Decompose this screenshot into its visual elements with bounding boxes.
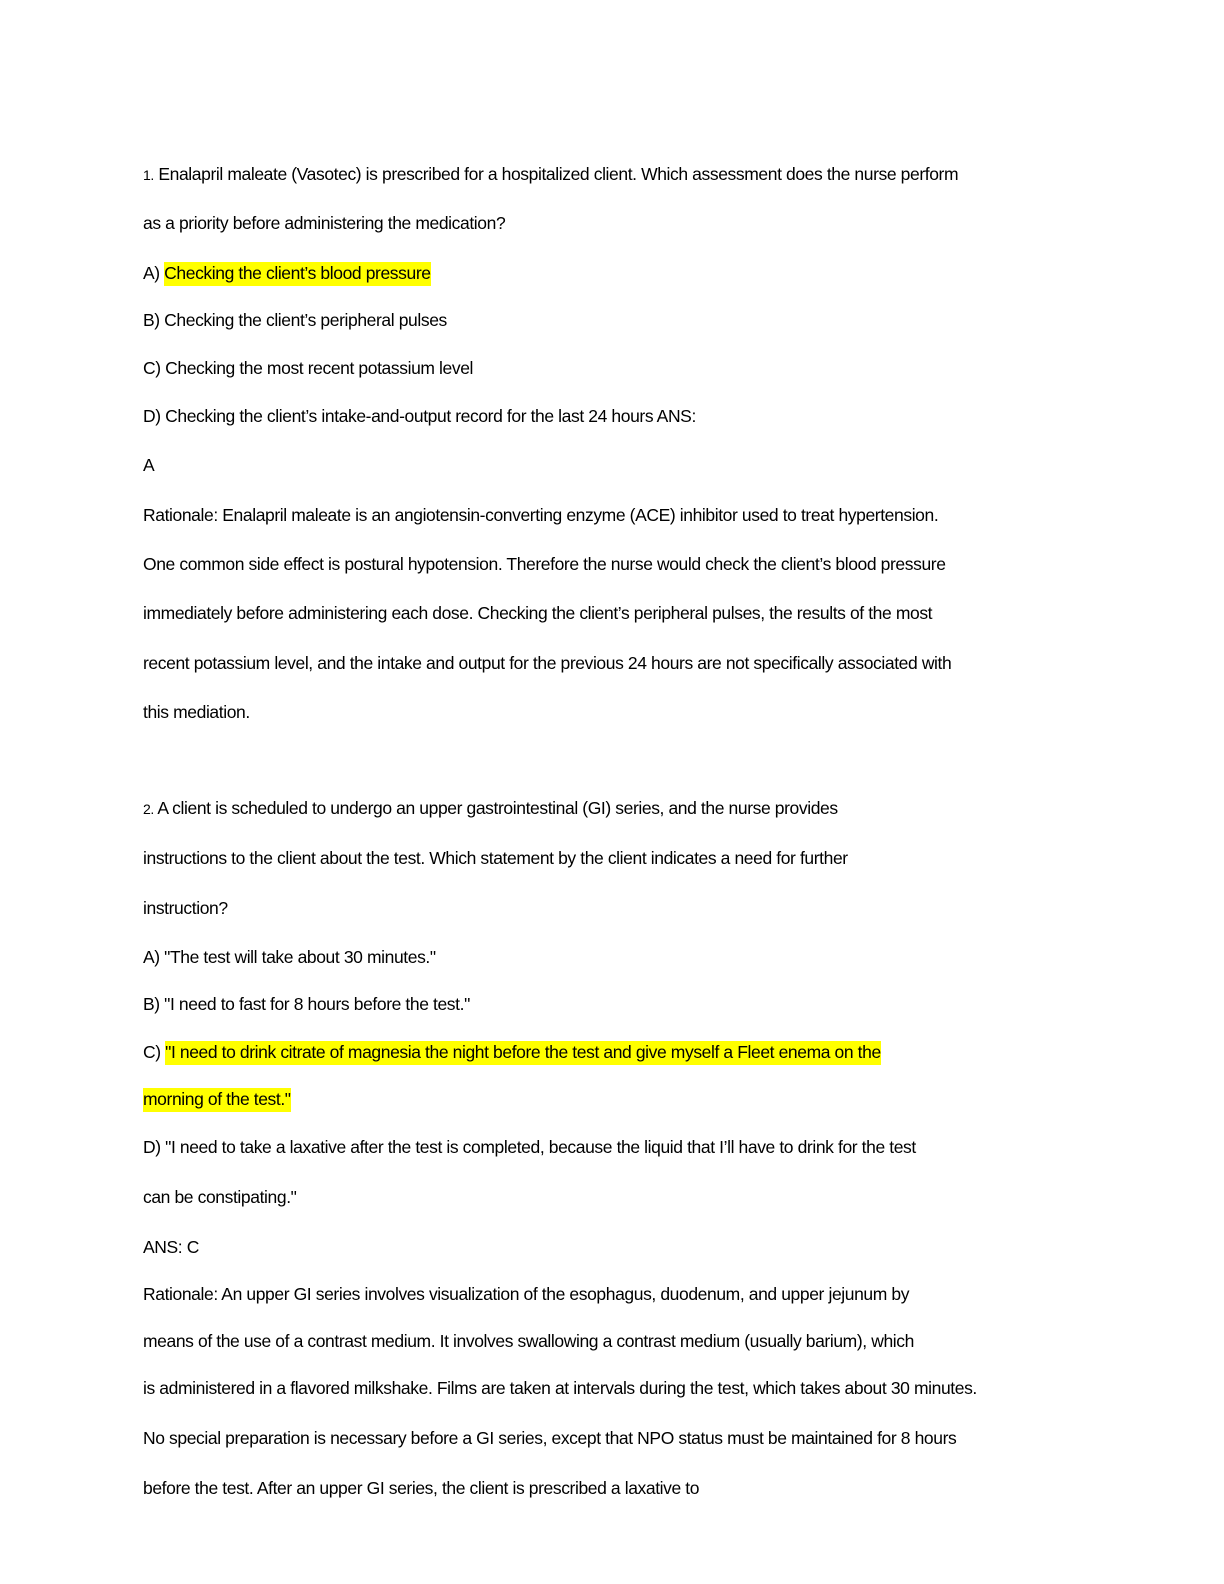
- q1-rationale-line-1: Rationale: Enalapril maleate is an angiotensin-converting enzyme (ACE) inhibitor used to treat hypertension.: [143, 505, 939, 525]
- q1-option-d: D) Checking the client’s intake-and-output record for the last 24 hours ANS:: [143, 406, 696, 426]
- q2-rationale-line-5: before the test. After an upper GI series, the client is prescribed a laxative to: [143, 1478, 700, 1498]
- q2-option-c-highlighted-answer: "I need to drink citrate of magnesia the night before the test and give myself a Fleet enema on the: [165, 1041, 881, 1065]
- q1-option-a-prefix: A): [143, 263, 160, 283]
- q1-stem-line-2: as a priority before administering the medication?: [143, 213, 506, 233]
- q2-number: 2.: [143, 801, 154, 817]
- q1-number: 1.: [143, 167, 154, 183]
- q2-option-d-line-1: D) "I need to take a laxative after the test is completed, because the liquid that I’ll have to drink for the test: [143, 1137, 916, 1157]
- q2-option-b: B) "I need to fast for 8 hours before the test.": [143, 994, 470, 1014]
- q2-option-c-highlighted-answer-cont: morning of the test.": [143, 1088, 291, 1112]
- q2-rationale-line-1: Rationale: An upper GI series involves visualization of the esophagus, duodenum, and upper jejunum by: [143, 1284, 910, 1304]
- q2-rationale-line-3: is administered in a flavored milkshake. Films are taken at intervals during the test, which takes about 30 minutes.: [143, 1378, 977, 1398]
- q1-option-a-highlighted-answer: Checking the client’s blood pressure: [164, 262, 430, 286]
- q2-option-c-line-2: [143, 1087, 291, 1111]
- q2-option-a: A) "The test will take about 30 minutes.": [143, 947, 436, 967]
- q1-rationale-line-4: recent potassium level, and the intake and output for the previous 24 hours are not specifically associated with: [143, 653, 952, 673]
- q1-rationale-line-2: One common side effect is postural hypotension. Therefore the nurse would check the client’s blood pressure: [143, 554, 946, 574]
- q2-rationale-line-2: means of the use of a contrast medium. It involves swallowing a contrast medium (usually barium), which: [143, 1331, 914, 1351]
- q1-stem-line-1: [143, 162, 958, 187]
- q1-stem-text-1: Enalapril maleate (Vasotec) is prescribed for a hospitalized client. Which assessment does the nurse perform: [158, 164, 959, 184]
- q2-stem-line-1: [143, 796, 838, 821]
- q2-option-c-line-1: [143, 1040, 881, 1064]
- q1-rationale-line-3: immediately before administering each dose. Checking the client’s peripheral pulses, the results of the most: [143, 603, 933, 623]
- q1-option-b: B) Checking the client’s peripheral pulses: [143, 310, 447, 330]
- q2-option-d-line-2: can be constipating.": [143, 1187, 297, 1207]
- q1-option-a: [143, 261, 431, 285]
- q2-answer: ANS: C: [143, 1237, 199, 1257]
- q2-stem-line-3: instruction?: [143, 898, 228, 918]
- q2-option-c-prefix: C): [143, 1042, 161, 1062]
- q1-option-c: C) Checking the most recent potassium level: [143, 358, 474, 378]
- q2-rationale-line-4: No special preparation is necessary before a GI series, except that NPO status must be maintained for 8 hours: [143, 1428, 957, 1448]
- q2-stem-line-2: instructions to the client about the test. Which statement by the client indicates a need for further: [143, 848, 848, 868]
- q1-answer: A: [143, 455, 155, 475]
- q1-rationale-line-5: this mediation.: [143, 702, 250, 722]
- q2-stem-text-1: A client is scheduled to undergo an upper gastrointestinal (GI) series, and the nurse provides: [157, 798, 838, 818]
